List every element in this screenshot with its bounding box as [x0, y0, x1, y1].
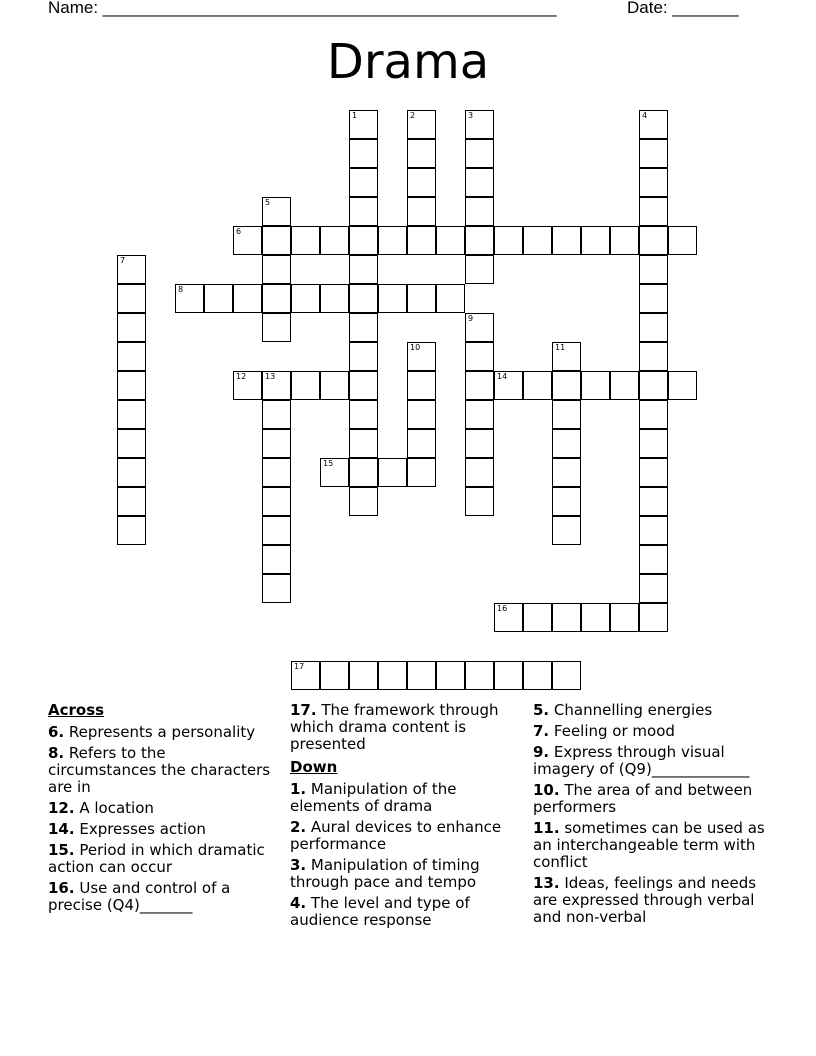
clue-number: 9.	[533, 743, 550, 761]
date-field[interactable]: Date: _______	[627, 0, 739, 17]
grid-cell[interactable]	[523, 226, 552, 255]
grid-cell[interactable]	[117, 313, 146, 342]
cell-number: 1	[352, 111, 358, 120]
clue-text: Aural devices to enhance performance	[290, 818, 502, 853]
clue-text: Manipulation of timing through pace and tempo	[290, 856, 480, 891]
clue-number: 3.	[290, 856, 307, 874]
grid-cell[interactable]	[349, 313, 378, 342]
clue-text: Ideas, feelings and needs are expressed through verbal and non-verbal	[533, 874, 757, 926]
cell-number: 2	[410, 111, 416, 120]
grid-cell[interactable]	[291, 284, 320, 313]
grid-cell[interactable]	[117, 516, 146, 545]
grid-cell[interactable]	[349, 255, 378, 284]
grid-cell[interactable]	[465, 168, 494, 197]
grid-cell[interactable]	[552, 371, 581, 400]
clue-number: 1.	[290, 780, 307, 798]
page-title: Drama	[326, 34, 490, 90]
grid-cell[interactable]	[639, 313, 668, 342]
grid-cell[interactable]	[639, 487, 668, 516]
grid-cell[interactable]	[407, 661, 436, 690]
grid-cell[interactable]	[407, 197, 436, 226]
clue-number: 6.	[48, 723, 65, 741]
grid-cell[interactable]	[407, 110, 436, 139]
grid-cell[interactable]	[465, 313, 494, 342]
grid-cell[interactable]	[494, 603, 523, 632]
cell-number: 5	[265, 198, 271, 207]
grid-cell[interactable]	[639, 371, 668, 400]
grid-cell[interactable]	[639, 545, 668, 574]
grid-cell[interactable]	[668, 226, 697, 255]
clue-number: 7.	[533, 722, 550, 740]
grid-cell[interactable]	[494, 371, 523, 400]
clue-number: 11.	[533, 819, 560, 837]
grid-cell[interactable]	[262, 400, 291, 429]
grid-cell[interactable]	[639, 168, 668, 197]
grid-cell[interactable]	[378, 661, 407, 690]
grid-cell[interactable]	[581, 371, 610, 400]
grid-cell[interactable]	[262, 226, 291, 255]
grid-cell[interactable]	[465, 139, 494, 168]
grid-cell[interactable]	[349, 371, 378, 400]
cell-number: 7	[120, 256, 126, 265]
grid-cell[interactable]	[233, 226, 262, 255]
grid-cell[interactable]	[407, 371, 436, 400]
clue-text: A location	[74, 799, 154, 817]
grid-cell[interactable]	[117, 342, 146, 371]
clue-down-5	[533, 702, 778, 719]
grid-cell[interactable]	[407, 400, 436, 429]
grid-cell[interactable]	[465, 458, 494, 487]
cell-number: 15	[323, 459, 334, 468]
grid-cell[interactable]	[262, 487, 291, 516]
grid-cell[interactable]	[117, 458, 146, 487]
grid-cell[interactable]	[320, 371, 349, 400]
clues-column-1	[48, 702, 278, 918]
grid-cell[interactable]	[436, 226, 465, 255]
grid-cell[interactable]	[320, 226, 349, 255]
grid-cell[interactable]	[320, 458, 349, 487]
grid-cell[interactable]	[465, 110, 494, 139]
cell-number: 12	[236, 372, 247, 381]
clue-number: 5.	[533, 701, 550, 719]
grid-cell[interactable]	[610, 371, 639, 400]
grid-cell[interactable]	[262, 574, 291, 603]
grid-cell[interactable]	[552, 661, 581, 690]
cell-number: 10	[410, 343, 421, 352]
grid-cell[interactable]	[639, 342, 668, 371]
down-heading: Down	[290, 758, 338, 776]
grid-cell[interactable]	[349, 429, 378, 458]
clue-down-4	[290, 895, 522, 929]
grid-cell[interactable]	[639, 458, 668, 487]
across-heading: Across	[48, 701, 105, 719]
clue-text: Refers to the circumstances the characters are in	[48, 744, 271, 796]
grid-cell[interactable]	[639, 400, 668, 429]
grid-cell[interactable]	[639, 284, 668, 313]
clue-text: The level and type of audience response	[290, 894, 470, 929]
grid-cell[interactable]	[262, 313, 291, 342]
grid-cell[interactable]	[639, 429, 668, 458]
grid-cell[interactable]	[465, 226, 494, 255]
grid-cell[interactable]	[233, 284, 262, 313]
clues-column-2	[290, 702, 522, 933]
grid-cell[interactable]	[349, 139, 378, 168]
grid-cell[interactable]	[262, 284, 291, 313]
grid-cell[interactable]	[407, 342, 436, 371]
clue-down-10	[533, 782, 778, 816]
grid-cell[interactable]	[639, 226, 668, 255]
grid-cell[interactable]	[349, 458, 378, 487]
grid-cell[interactable]	[639, 197, 668, 226]
clue-number: 16.	[48, 879, 75, 897]
grid-cell[interactable]	[349, 168, 378, 197]
grid-cell[interactable]	[552, 226, 581, 255]
grid-cell[interactable]	[349, 197, 378, 226]
grid-cell[interactable]	[291, 371, 320, 400]
clue-text: sometimes can be used as an interchangeable term with conflict	[533, 819, 765, 871]
grid-cell[interactable]	[668, 371, 697, 400]
clues-column-3	[533, 702, 778, 930]
grid-cell[interactable]	[262, 458, 291, 487]
grid-cell[interactable]	[291, 226, 320, 255]
name-field[interactable]: Name: ________________________________________________	[48, 0, 557, 17]
clue-number: 13.	[533, 874, 560, 892]
grid-cell[interactable]	[349, 487, 378, 516]
clue-text: Manipulation of the elements of drama	[290, 780, 457, 815]
grid-cell[interactable]	[494, 661, 523, 690]
clue-text: Feeling or mood	[549, 722, 675, 740]
cell-number: 9	[468, 314, 474, 323]
grid-cell[interactable]	[523, 603, 552, 632]
cell-number: 4	[642, 111, 648, 120]
grid-cell[interactable]	[465, 255, 494, 284]
grid-cell[interactable]	[639, 139, 668, 168]
grid-cell[interactable]	[639, 516, 668, 545]
grid-cell[interactable]	[262, 429, 291, 458]
cell-number: 3	[468, 111, 474, 120]
grid-cell[interactable]	[117, 371, 146, 400]
clue-text: Use and control of a precise (Q4)_______	[48, 879, 231, 914]
grid-cell[interactable]	[639, 574, 668, 603]
cell-number: 6	[236, 227, 242, 236]
clue-number: 4.	[290, 894, 307, 912]
clue-text: Represents a personality	[64, 723, 256, 741]
grid-cell[interactable]	[465, 429, 494, 458]
grid-cell[interactable]	[349, 284, 378, 313]
grid-cell[interactable]	[407, 284, 436, 313]
grid-cell[interactable]	[465, 197, 494, 226]
grid-cell[interactable]	[349, 110, 378, 139]
clue-number: 12.	[48, 799, 75, 817]
clue-across-15	[48, 842, 278, 876]
grid-cell[interactable]	[436, 661, 465, 690]
grid-cell[interactable]	[204, 284, 233, 313]
grid-cell[interactable]	[262, 197, 291, 226]
grid-cell[interactable]	[639, 110, 668, 139]
cell-number: 13	[265, 372, 276, 381]
grid-cell[interactable]	[378, 284, 407, 313]
grid-cell[interactable]	[117, 255, 146, 284]
cell-number: 17	[294, 662, 305, 671]
clue-number: 8.	[48, 744, 65, 762]
grid-cell[interactable]	[407, 458, 436, 487]
clue-across-8	[48, 745, 278, 796]
clue-text: Channelling energies	[549, 701, 713, 719]
grid-cell[interactable]	[552, 342, 581, 371]
grid-cell[interactable]	[610, 603, 639, 632]
grid-cell[interactable]	[407, 429, 436, 458]
cell-number: 16	[497, 604, 508, 613]
clue-down-13	[533, 875, 778, 926]
grid-cell[interactable]	[465, 487, 494, 516]
grid-cell[interactable]	[349, 226, 378, 255]
grid-cell[interactable]	[639, 603, 668, 632]
grid-cell[interactable]	[639, 255, 668, 284]
grid-cell[interactable]	[465, 342, 494, 371]
grid-cell[interactable]	[494, 226, 523, 255]
grid-cell[interactable]	[523, 661, 552, 690]
grid-cell[interactable]	[523, 371, 552, 400]
grid-cell[interactable]	[552, 400, 581, 429]
clue-text: Express through visual imagery of (Q9)_____________	[533, 743, 750, 778]
grid-cell[interactable]	[349, 661, 378, 690]
grid-cell[interactable]	[436, 284, 465, 313]
clue-down-3	[290, 857, 522, 891]
grid-cell[interactable]	[117, 429, 146, 458]
clue-down-1	[290, 781, 522, 815]
clue-text: Period in which dramatic action can occur	[48, 841, 265, 876]
clue-number: 14.	[48, 820, 75, 838]
clue-across-17	[290, 702, 522, 753]
clue-down-7	[533, 723, 778, 740]
grid-cell[interactable]	[552, 429, 581, 458]
clue-number: 10.	[533, 781, 560, 799]
grid-cell[interactable]	[552, 458, 581, 487]
grid-cell[interactable]	[291, 661, 320, 690]
grid-cell[interactable]	[552, 603, 581, 632]
grid-cell[interactable]	[407, 168, 436, 197]
grid-cell[interactable]	[117, 487, 146, 516]
clue-number: 17.	[290, 701, 317, 719]
grid-cell[interactable]	[320, 284, 349, 313]
clue-down-11	[533, 820, 778, 871]
clue-text: Expresses action	[74, 820, 206, 838]
cell-number: 8	[178, 285, 184, 294]
grid-cell[interactable]	[320, 661, 349, 690]
grid-cell[interactable]	[581, 603, 610, 632]
grid-cell[interactable]	[262, 371, 291, 400]
cell-number: 11	[555, 343, 566, 352]
grid-cell[interactable]	[349, 400, 378, 429]
grid-cell[interactable]	[465, 371, 494, 400]
grid-cell[interactable]	[233, 371, 262, 400]
grid-cell[interactable]	[175, 284, 204, 313]
clue-across-12	[48, 800, 278, 817]
grid-cell[interactable]	[465, 400, 494, 429]
grid-cell[interactable]	[262, 255, 291, 284]
grid-cell[interactable]	[465, 661, 494, 690]
grid-cell[interactable]	[349, 342, 378, 371]
clue-number: 15.	[48, 841, 75, 859]
grid-cell[interactable]	[407, 226, 436, 255]
cell-number: 14	[497, 372, 508, 381]
clue-text: The area of and between performers	[533, 781, 753, 816]
clue-number: 2.	[290, 818, 307, 836]
grid-cell[interactable]	[610, 226, 639, 255]
grid-cell[interactable]	[262, 516, 291, 545]
grid-cell[interactable]	[407, 139, 436, 168]
clue-down-2	[290, 819, 522, 853]
grid-cell[interactable]	[552, 487, 581, 516]
grid-cell[interactable]	[581, 226, 610, 255]
grid-cell[interactable]	[262, 545, 291, 574]
grid-cell[interactable]	[117, 284, 146, 313]
grid-cell[interactable]	[378, 226, 407, 255]
grid-cell[interactable]	[378, 458, 407, 487]
grid-cell[interactable]	[552, 516, 581, 545]
clue-down-9	[533, 744, 778, 778]
clue-across-6	[48, 724, 278, 741]
clue-text: The framework through which drama content is presented	[290, 701, 499, 753]
grid-cell[interactable]	[117, 400, 146, 429]
clue-across-14	[48, 821, 278, 838]
clue-across-16	[48, 880, 278, 914]
